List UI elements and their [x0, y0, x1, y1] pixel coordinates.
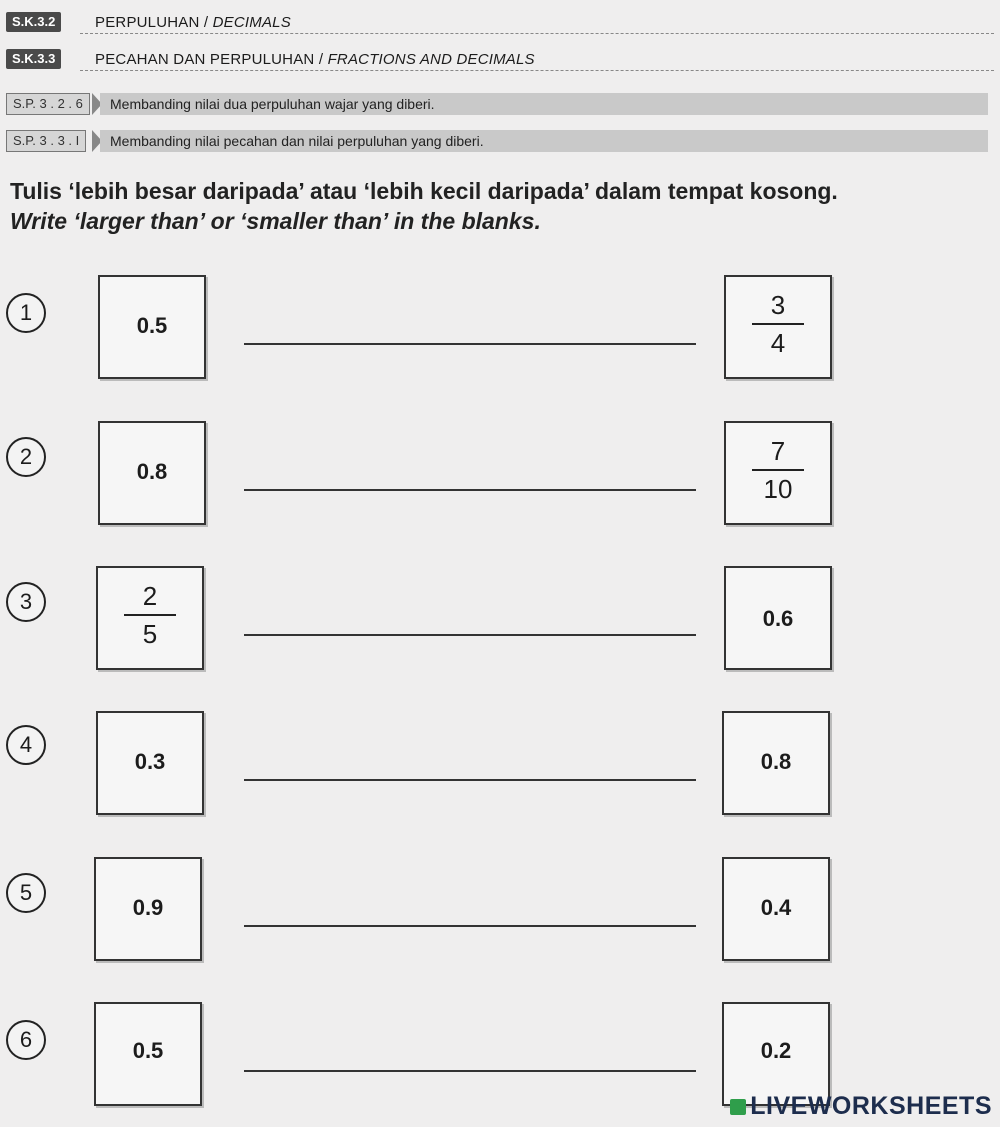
sp-row-2: [0, 128, 1000, 154]
left-value: 0.9: [132, 895, 164, 920]
right-fraction: [726, 289, 830, 359]
question-number: 1: [6, 293, 46, 333]
right-value: 0.2: [760, 1038, 792, 1063]
logo-icon: [730, 1099, 746, 1115]
question-number: 4: [6, 725, 46, 765]
sk-code-badge: S.K.3.2: [6, 12, 61, 32]
sk-row-2: [0, 49, 1000, 71]
question-number: 5: [6, 873, 46, 913]
fraction-bar: [752, 323, 804, 325]
right-value-box: [724, 566, 832, 670]
right-value: 0.4: [760, 895, 792, 920]
question-5: [0, 857, 1000, 967]
left-value: 0.5: [136, 313, 168, 338]
denominator: 5: [142, 619, 158, 649]
question-2: [0, 421, 1000, 531]
answer-input[interactable]: [244, 745, 700, 777]
question-number: 6: [6, 1020, 46, 1060]
question-number: 3: [6, 582, 46, 622]
right-value-box: [722, 1002, 830, 1106]
liveworksheets-logo: [730, 1092, 992, 1121]
right-value: 0.6: [762, 606, 794, 631]
answer-input[interactable]: [244, 309, 700, 341]
left-value-box: [98, 421, 206, 525]
sp-description: Membanding nilai dua perpuluhan wajar yang diberi.: [100, 93, 988, 115]
right-value-box: [724, 275, 832, 379]
numerator: 7: [770, 436, 786, 466]
answer-blank: [244, 343, 696, 345]
answer-input[interactable]: [244, 600, 700, 632]
numerator: 2: [142, 581, 158, 611]
numerator: 3: [770, 290, 786, 320]
instruction-malay: Tulis ‘lebih besar daripada’ atau ‘lebih kecil daripada’ dalam tempat kosong.: [10, 178, 838, 204]
right-fraction: [726, 435, 830, 505]
fraction-bar: [752, 469, 804, 471]
sp-code-badge: S.P. 3 . 3 . I: [6, 130, 86, 152]
right-value-box: [724, 421, 832, 525]
answer-input[interactable]: [244, 455, 700, 487]
dashed-divider: [80, 70, 994, 71]
sk-title: PECAHAN DAN PERPULUHAN / FRACTIONS AND DECIMALS: [95, 51, 535, 68]
sp-code-badge: S.P. 3 . 2 . 6: [6, 93, 90, 115]
right-value-box: [722, 711, 830, 815]
answer-blank: [244, 925, 696, 927]
dashed-divider: [80, 33, 994, 34]
denominator: 4: [770, 328, 786, 358]
left-fraction: [98, 580, 202, 650]
left-value-box: [94, 1002, 202, 1106]
right-value-box: [722, 857, 830, 961]
question-number: 2: [6, 437, 46, 477]
brand-name: LIVEWORKSHEETS: [750, 1092, 992, 1120]
question-3: [0, 566, 1000, 676]
sp-row-1: [0, 91, 1000, 117]
sk-code-badge: S.K.3.3: [6, 49, 61, 69]
sp-description: Membanding nilai pecahan dan nilai perpuluhan yang diberi.: [100, 130, 988, 152]
left-value: 0.3: [134, 749, 166, 774]
right-value: 0.8: [760, 749, 792, 774]
question-4: [0, 711, 1000, 821]
left-value: 0.5: [132, 1038, 164, 1063]
answer-input[interactable]: [244, 891, 700, 923]
left-value-box: [94, 857, 202, 961]
answer-input[interactable]: [244, 1036, 700, 1068]
left-value-box: [98, 275, 206, 379]
answer-blank: [244, 779, 696, 781]
left-value: 0.8: [136, 459, 168, 484]
left-value-box: [96, 711, 204, 815]
instruction-english: Write ‘larger than’ or ‘smaller than’ in the blanks.: [10, 208, 541, 234]
sk-title: PERPULUHAN / DECIMALS: [95, 14, 291, 31]
fraction-bar: [124, 614, 176, 616]
question-1: [0, 275, 1000, 385]
answer-blank: [244, 489, 696, 491]
sk-row-1: [0, 12, 1000, 34]
answer-blank: [244, 634, 696, 636]
answer-blank: [244, 1070, 696, 1072]
denominator: 10: [763, 474, 793, 504]
left-value-box: [96, 566, 204, 670]
